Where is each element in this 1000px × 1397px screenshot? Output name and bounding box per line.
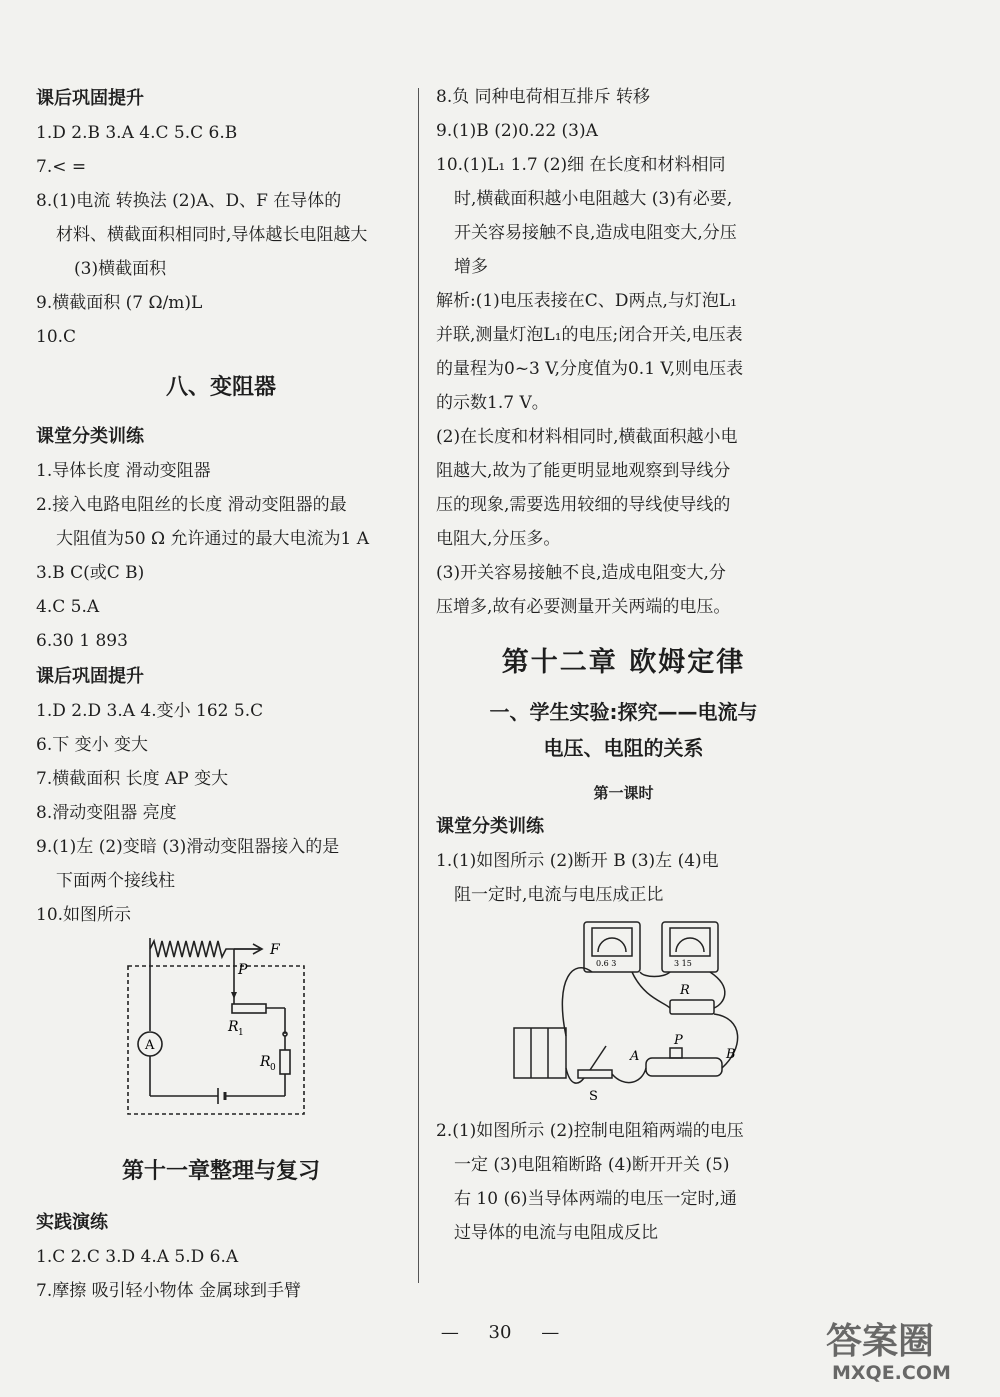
- lesson-title-line1: 一、学生实验:探究——电流与: [489, 700, 758, 724]
- r1-sub: 1: [238, 1028, 244, 1038]
- answer-line: 大阻值为50 Ω 允许通过的最大电流为1 A: [56, 529, 370, 549]
- voltmeter-scale: 3 15: [674, 959, 692, 968]
- analysis-line: 压的现象,需要选用较细的导线使导线的: [436, 495, 731, 515]
- analysis-line: 并联,测量灯泡L₁的电压;闭合开关,电压表: [436, 325, 743, 345]
- answer-line: 2.接入电路电阻丝的长度 滑动变阻器的最: [36, 495, 347, 515]
- r1-label: R: [228, 1019, 239, 1035]
- section-heading: 实践演练: [36, 1212, 108, 1233]
- answer-line: 右 10 (6)当导体两端的电压一定时,通: [454, 1189, 737, 1209]
- svg-text:MXQE.COM: MXQE.COM: [832, 1362, 951, 1384]
- answer-line: 6.30 1 893: [36, 631, 128, 651]
- answer-line: 4.C 5.A: [36, 597, 100, 617]
- section-heading: 课后巩固提升: [36, 666, 144, 687]
- answer-line: 9.横截面积 (7 Ω/m)L: [36, 293, 203, 313]
- section-title: 八、变阻器: [165, 375, 276, 400]
- analysis-line: 压增多,故有必要测量开关两端的电压。: [436, 597, 731, 617]
- page-dash-right: —: [541, 1322, 560, 1343]
- answer-line: 7.横截面积 长度 AP 变大: [36, 769, 229, 789]
- lesson-period: 第一课时: [593, 784, 654, 802]
- analysis-line: 电阻大,分压多。: [436, 529, 561, 549]
- answer-line: 1.(1)如图所示 (2)断开 B (3)左 (4)电: [436, 851, 719, 871]
- analysis-line: (2)在长度和材料相同时,横截面积越小电: [436, 427, 738, 447]
- answer-line: 下面两个接线柱: [56, 871, 175, 891]
- section-heading: 课后巩固提升: [36, 88, 144, 109]
- analysis-line: 阻越大,故为了能更明显地观察到导线分: [436, 461, 731, 481]
- answer-line: 7.< =: [36, 157, 87, 177]
- answer-line: 1.C 2.C 3.D 4.A 5.D 6.A: [36, 1247, 239, 1267]
- answer-line: 1.D 2.D 3.A 4.变小 162 5.C: [36, 701, 264, 721]
- answer-line: 增多: [454, 257, 488, 277]
- resistor-label: R: [680, 983, 690, 998]
- force-label: F: [270, 942, 280, 958]
- page-number-value: 30: [488, 1322, 512, 1343]
- switch-label: S: [589, 1089, 598, 1104]
- left-column: [36, 80, 406, 1308]
- column-divider: [418, 88, 419, 1283]
- analysis-line: 解析:(1)电压表接在C、D两点,与灯泡L₁: [436, 291, 737, 311]
- answer-line: 阻一定时,电流与电压成正比: [454, 885, 664, 905]
- ammeter-scale: 0.6 3: [596, 959, 617, 968]
- answer-line: 2.(1)如图所示 (2)控制电阻箱两端的电压: [436, 1121, 744, 1141]
- answer-line: 7.摩擦 吸引轻小物体 金属球到手臂: [36, 1281, 302, 1301]
- answer-line: 10.(1)L₁ 1.7 (2)细 在长度和材料相同: [436, 155, 726, 175]
- answer-line: 8.滑动变阻器 亮度: [36, 803, 177, 823]
- answer-line: 时,横截面积越小电阻越大 (3)有必要,: [454, 189, 733, 209]
- watermark-icon: [818, 1315, 988, 1385]
- answer-line: (3)横截面积: [74, 259, 167, 279]
- chapter-review-title: 第十一章整理与复习: [121, 1159, 320, 1184]
- svg-text:答案圈: 答案圈: [826, 1321, 935, 1362]
- watermark-logo: [818, 1315, 988, 1385]
- section-heading: 课堂分类训练: [436, 816, 544, 837]
- answer-line: 8.(1)电流 转换法 (2)A、D、F 在导体的: [36, 191, 342, 211]
- answer-line: 1.D 2.B 3.A 4.C 5.C 6.B: [36, 123, 238, 143]
- experiment-circuit-diagram: [494, 918, 794, 1108]
- answer-line: 10.如图所示: [36, 905, 132, 925]
- answer-line: 一定 (3)电阻箱断路 (4)断开开关 (5): [454, 1155, 730, 1175]
- answer-line: 10.C: [36, 327, 77, 347]
- terminal-a-label: A: [630, 1049, 640, 1064]
- terminal-b-label: B: [726, 1047, 736, 1062]
- answer-line: 3.B C(或C B): [36, 563, 145, 583]
- answer-line: 1.导体长度 滑动变阻器: [36, 461, 211, 481]
- answer-line: 9.(1)B (2)0.22 (3)A: [436, 121, 598, 141]
- r0-label: R: [260, 1054, 271, 1070]
- answer-line: 8.负 同种电荷相互排斥 转移: [436, 87, 651, 107]
- analysis-line: 的示数1.7 V。: [436, 393, 549, 413]
- answer-line: 开关容易接触不良,造成电阻变大,分压: [454, 223, 737, 243]
- section-heading: 课堂分类训练: [36, 426, 144, 447]
- rheostat-circuit-diagram: [110, 936, 410, 1126]
- right-column: [436, 80, 811, 1250]
- analysis-line: 的量程为0~3 V,分度值为0.1 V,则电压表: [436, 359, 744, 379]
- lesson-title-line2: 电压、电阻的关系: [543, 736, 704, 760]
- r0-sub: 0: [270, 1063, 276, 1073]
- answer-line: 过导体的电流与电阻成反比: [454, 1223, 658, 1243]
- answer-line: 6.下 变小 变大: [36, 735, 149, 755]
- analysis-line: (3)开关容易接触不良,造成电阻变大,分: [436, 563, 726, 583]
- answer-line: 材料、横截面积相同时,导体越长电阻越大: [56, 225, 368, 245]
- slider-label: P: [674, 1033, 683, 1048]
- answer-line: 9.(1)左 (2)变暗 (3)滑动变阻器接入的是: [36, 837, 340, 857]
- slider-label: P: [238, 962, 248, 978]
- page-dash-left: —: [440, 1322, 459, 1343]
- ammeter-label: A: [145, 1038, 155, 1053]
- chapter-title: 第十二章 欧姆定律: [501, 647, 746, 678]
